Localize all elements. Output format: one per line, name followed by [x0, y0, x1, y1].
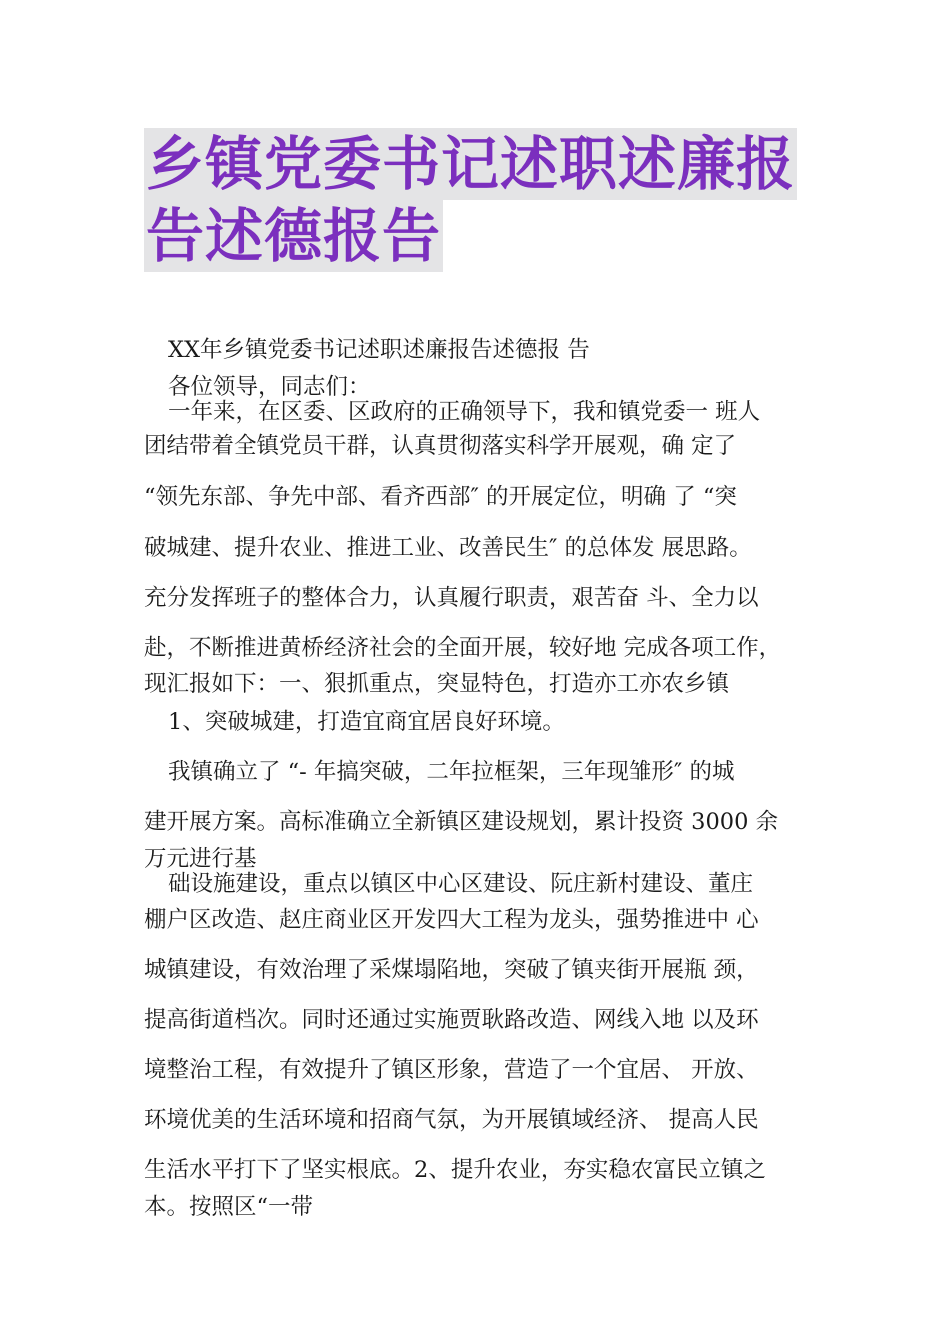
- body-line: 破城建、提升农业、推进工业、改善民生″ 的总体发 展思路。: [144, 535, 752, 561]
- body-line: XX年乡镇党委书记述职述廉报告述德报 告: [168, 337, 590, 363]
- body-line: 赴，不断推进黄桥经济社会的全面开展，较好地 完成各项工作，: [144, 635, 782, 661]
- body-line: 棚户区改造、赵庄商业区开发四大工程为龙头，强势推进中 心: [144, 907, 759, 933]
- title-line-1: 乡镇党委书记述职述廉报: [146, 130, 796, 198]
- body-line: 团结带着全镇党员干群，认真贯彻落实科学开展观，确 定了: [144, 433, 737, 459]
- body-line: 本。按照区“一带: [144, 1194, 314, 1220]
- body-line: 提高街道档次。同时还通过实施贾耿路改造、网线入地 以及环: [144, 1007, 759, 1033]
- body-line: 一年来，在区委、区政府的正确领导下，我和镇党委一 班人: [168, 399, 761, 425]
- body-line: 我镇确立了 “- 年搞突破，二年拉框架，三年现雏形″ 的城: [168, 759, 735, 785]
- title-line-2: 告述德报告: [146, 202, 442, 270]
- body-line: 万元进行基: [144, 846, 257, 872]
- document-title: [144, 128, 814, 272]
- body-line: 各位领导，同志们：: [168, 374, 371, 400]
- body-line: 现汇报如下：一、狠抓重点，突显特色，打造亦工亦农乡镇: [144, 671, 730, 697]
- body-line: 生活水平打下了坚实根底。2、提升农业，夯实稳农富民立镇之: [144, 1157, 766, 1183]
- body-line: 础设施建设，重点以镇区中心区建设、阮庄新村建设、董庄: [168, 871, 754, 897]
- body-line: 境整治工程，有效提升了镇区形象，营造了一个宜居、 开放、: [144, 1057, 759, 1083]
- body-line: 城镇建设，有效治理了采煤塌陷地，突破了镇夹街开展瓶 颈，: [144, 957, 759, 983]
- body-line: 充分发挥班子的整体合力，认真履行职责，艰苦奋 斗、全力以: [144, 585, 759, 611]
- body-line: 建开展方案。高标准确立全新镇区建设规划，累计投资 3000 余: [144, 809, 779, 835]
- body-line: 1、突破城建，打造宜商宜居良好环境。: [168, 709, 565, 735]
- body-line: 环境优美的生活环境和招商气氛，为开展镇域经济、 提高人民: [144, 1107, 759, 1133]
- body-line: “领先东部、争先中部、看齐西部″ 的开展定位，明确 了 “突: [144, 484, 737, 510]
